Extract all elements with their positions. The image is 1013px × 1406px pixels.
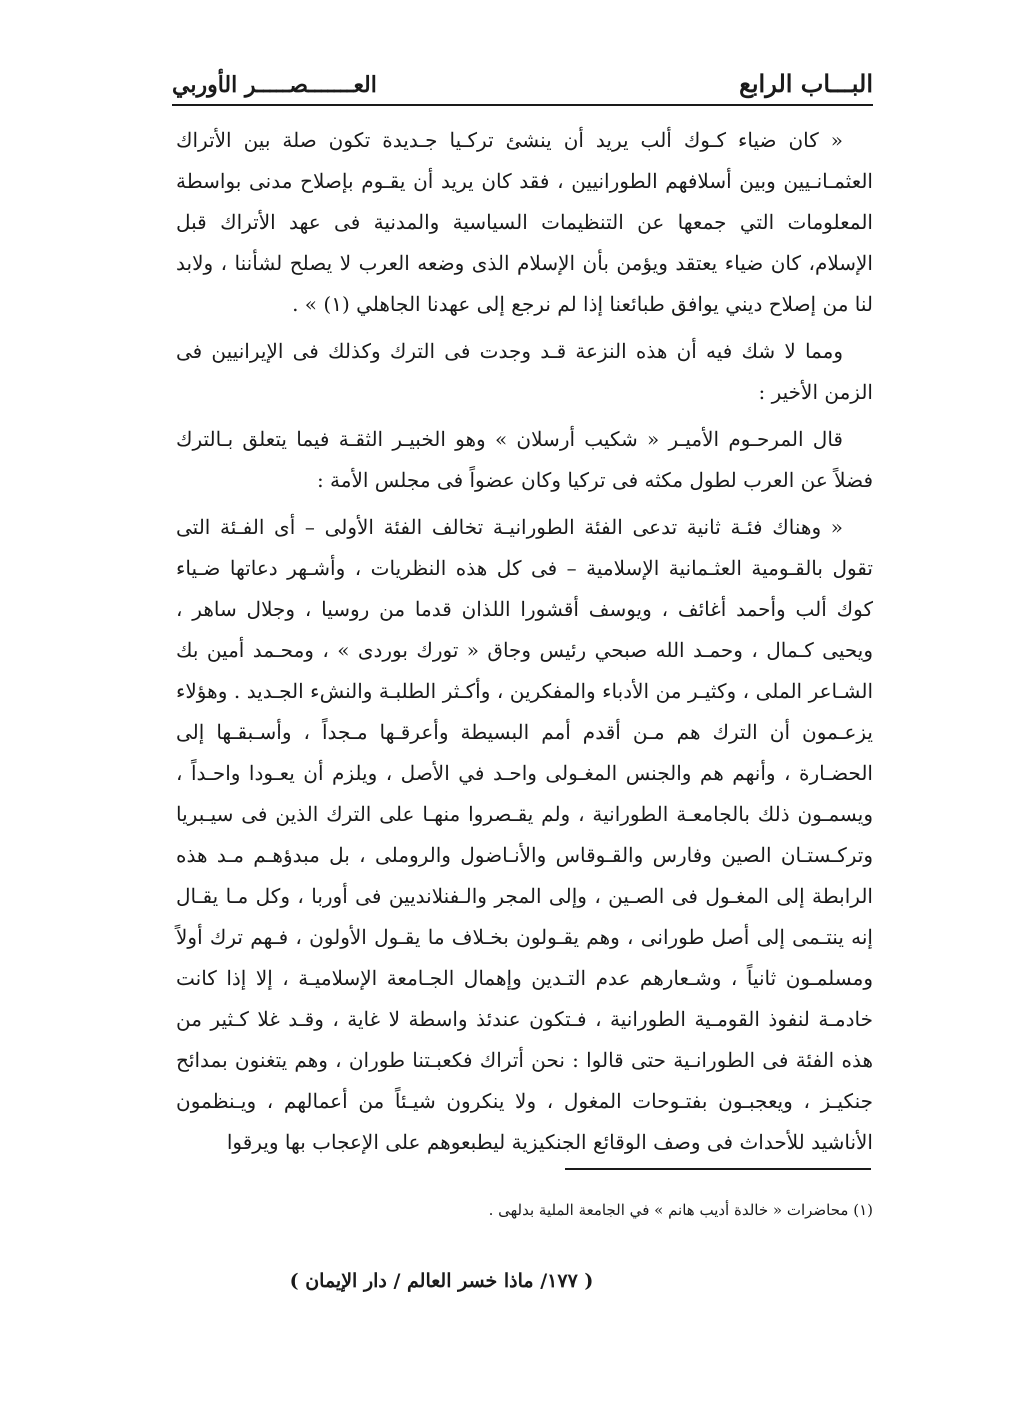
paragraph-quote-turanians: « وهناك فئـة ثانية تدعى الفئة الطورانيـة تخالف الفئة الأولى – أى الفـئة التى تقول بالقـومية العثـمانية الإسلامية – فى كل هذه النظريات ، وأشـهر دعاتها ضـياء كوك ألب وأحمد أغائف ، ويوسف أقشورا اللذان قدما من روسيا ، وجلال ساهر ، ويحيى كـمال ، وحمـد الله صبحي رئيس وجاق « تورك بوردى » ، ومحـمد أمين بك الشـاعر الملى ، وكثيـر من الأدباء والمفكرين ، وأكـثر الطلبـة والنشء الجـديد . وهؤلاء يزعـمون أن الترك هم مـن أقدم أمم البسيطة وأعرقـها مـجداً ، وأسـبقـها إلى الحضـارة ، وأنهم هم والجنس المغـولى واحـد في الأصل ، ويلزم أن يعـودا واحـداً ، ويسمـون ذلك بالجامعـة الطورانية ، ولم يقـصروا منهـا على الترك الذين فى سيـبريا وتركـستـان الصين وفارس والقـوقاس والأنـاضول والروملى ، بل مبدؤهـم مـد هذه الرابطة إلى المغـول فى الصـين ، وإلى المجر والـفنلانديين فى أوربا ، وكل مـا يقـال إنه ينتـمى إلى أصل طورانى ، وهم يقـولون بخـلاف ما يقـول الأولون ، فـهم ترك أولاً ومسلمـون ثانياً ، وشـعارهم عدم التـدين وإهمال الجـامعة الإسلاميـة ، إلا إذا كانت خادمـة لنفوذ القومـية الطورانية ، فـتكون عندئذ واسطة لا غاية ، وقـد غلا كـثير من هذه الفئة فى الطورانـية حتى قالوا : نحن أتراك فكعبـتنا طوران ، وهم يتغنون بمدائح جنكيـز ، ويعجبـون بفتـوحات المغول ، ولا ينكرون شيـئاً من أعمالهم ، ويـنظمون الأناشيد للأحداث فى وصف الوقائع الجنكيزية ليطبعوهم على الإعجاب بها ويرقوا <box>176 515 873 1154</box>
paragraph-quote-gokalp: « كان ضياء كـوك ألب يريد أن ينشئ تركـيا جـديدة تكون صلة بين الأتراك العثمـانـيين وبين أسلافهم الطورانيين ، فقد كان يريد أن يقـوم بإصلاح مدنى بواسطة المعلومات التي جمعها عن التنظيمات السياسية والمدنية فى عهد الأتراك قبل الإسلام، كان ضياء يعتقد ويؤمن بأن الإسلام الذى وضعه العرب لا يصلح لشأننا ، ولابد لنا من إصلاح ديني يوافق طبائعنا إذا لم نرجع إلى عهدنا الجاهلي (١) » . <box>176 128 873 316</box>
folio-text: ( ١٧٧/ ماذا خسر العالم / دار الإيمان ) <box>289 1270 594 1292</box>
page-folio <box>0 1270 1013 1292</box>
footnote: (١) محاضرات « خالدة أديب هانم » في الجامعة الملية بدلهى . <box>488 1201 873 1219</box>
chapter-heading: البـــاب الرابع <box>739 69 873 98</box>
body-text <box>176 120 873 1169</box>
footnote-divider <box>565 1168 871 1170</box>
paragraph-intro: ومما لا شك فيه أن هذه النزعة قـد وجدت فى الترك وكذلك فى الإيرانيين فى الزمن الأخير : <box>176 339 873 404</box>
running-header <box>172 62 873 106</box>
paragraph-arslan: قال المرحـوم الأميـر « شكيب أرسلان » وهو الخبيـر الثقـة فيما يتعلق بـالترك فضلاً عن العرب لطول مكثه فى تركيا وكان عضواً فى مجلس الأمة : <box>176 427 873 492</box>
section-heading: العـــــــصـــــر الأوربي <box>172 72 377 98</box>
